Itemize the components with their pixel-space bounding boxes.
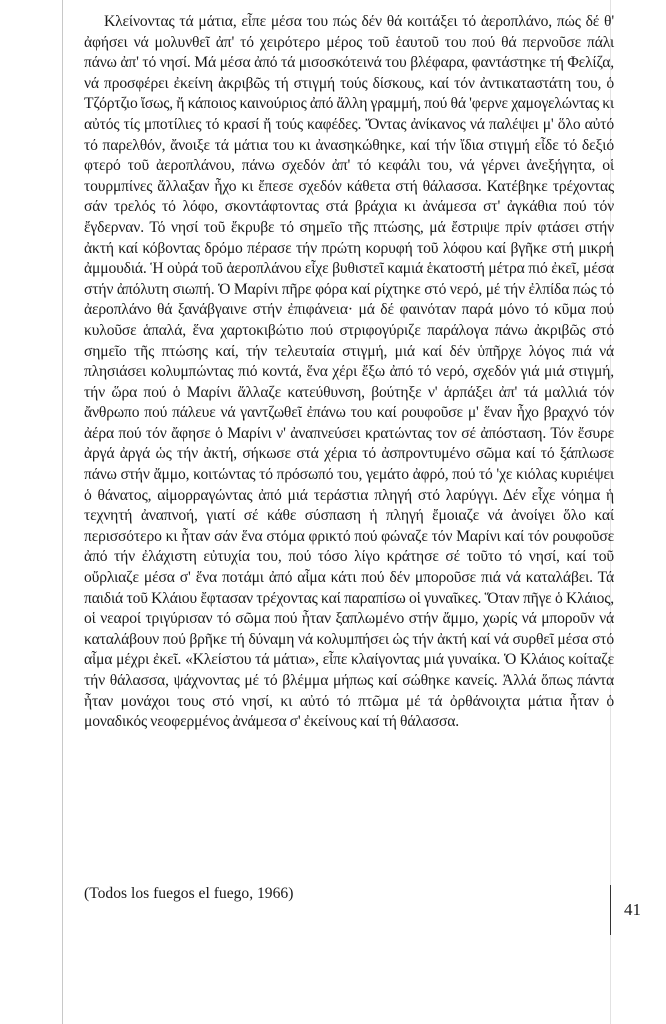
page-left-edge	[62, 0, 63, 1024]
page-number: 41	[624, 900, 641, 919]
source-citation: (Todos los fuegos el fuego, 1966)	[84, 885, 294, 902]
body-paragraph: Κλείνοντας τά μάτια, εἶπε μέσα του πώς δέν θά κοιτάξει τό ἀεροπλάνο, πώς δέ θ' ἀφήσει νά μολυνθεῖ ἀπ' τό χειρότερο μέρος τοῦ ἑαυτοῦ του πού θά περνοῦσε πάλι πάνω ἀπ' τό νησί. Μά μέσα ἀπό τά μισοσκότεινά του βλέφαρα, φαντάστηκε τή Φελίζα, νά προσφέρει ἐκείνη ἀκριβῶς τή στιγμή τούς δίσκους, καί τόν ἀντικαταστάτη του, ὁ Τζόρτζιο ἴσως, ἤ κάποιος καινούριος ἀπό ἄλλη γραμμή, πού θά 'φερνε χαμογελώντας κι αὐτός τίς μποτίλιες τό κρασί ἤ τούς καφέδες. Ὄντας ἀνίκανος νά παλέψει μ' ὅλο αὐτό τό παρελθόν, ἄνοιξε τά μάτια του κι ἀνασηκώθηκε, καί τήν ἴδια στιγμή εἶδε τό δεξιό φτερό τοῦ ἀεροπλάνου, πάνω σχεδόν ἀπ' τό κεφάλι του, νά γέρνει ἀνεξήγητα, οἱ τουρμπίνες ἄλλαξαν ἦχο κι ἔπεσε σχεδόν κάθετα στή θάλασσα. Κατέβηκε τρέχοντας σάν τρελός τό λόφο, σκοντάφτοντας στά βράχια κι ἀνάμεσα στ' ἀγκάθια πού τόν ἔγδερναν. Τό νησί τοῦ ἔκρυβε τό σημεῖο τῆς πτώσης, μά ἔστριψε πρίν φτάσει στήν ἀκτή καί κόβοντας δρόμο πέρασε τήν πρώτη κορυφή τοῦ λόφου καί βγῆκε στή μικρή ἀμμουδιά. Ἡ οὐρά τοῦ ἀεροπλάνου εἶχε βυθιστεῖ καμιά ἑκατοστή μέτρα πιό ἐκεῖ, μέσα στήν ἀπόλυτη σιωπή. Ὁ Μαρίνι πῆρε φόρα καί ρίχτηκε στό νερό, μέ τήν ἐλπίδα πώς τό ἀεροπλάνο θά ξανάβγαινε στήν ἐπιφάνεια· μά δέ φαινόταν παρά μόνο τό κῦμα πού κυλοῦσε ἁπαλά, ἕνα χαρτοκιβώτιο πού στριφογύριζε παράλογα πάνω ἀκριβῶς στό σημεῖο τῆς πτώσης καί, τήν τελευταία στιγμή, μιά καί δέν ὑπῆρχε λόγος πιά νά πλησιάσει κολυμπώντας πιό κοντά, ἕνα χέρι ἔξω ἀπό τό νερό, σχεδόν γιά μιά στιγμή, τήν ὥρα πού ὁ Μαρίνι ἄλλαζε κατεύθυνση, βούτηξε ν' ἁρπάξει ἀπ' τά μαλλιά τόν ἄνθρωπο πού πάλευε νά γαντζωθεῖ ἐπάνω του καί ρουφοῦσε μ' ἕναν ἦχο βραχνό τόν ἀέρα πού τόν ἄφησε ὁ Μαρίνι ν' ἀναπνεύσει κρατώντας τον σέ ἀπόσταση. Τόν ἔσυρε ἀργά ἀργά ὡς τήν ἀκτή, σήκωσε στά χέρια τό ἀσπροντυμένο σῶμα καί τό ξάπλωσε πάνω στήν ἄμμο, κοιτώντας τό πρόσωπό του, γεμάτο ἀφρό, πού τό 'χε κιόλας κυριέψει ὁ θάνατος, αἱμορραγώντας ἀπό μιά τεράστια πληγή στό λαρύγγι. Δέν εἶχε νόημα ἡ τεχνητή ἀναπνοή, γιατί σέ κάθε σύσπαση ἡ πληγή ἔμοιαζε νά ἀνοίγει ὅλο καί περισσότερο κι ἦταν σάν ἕνα στόμα φρικτό πού φώναζε τόν Μαρίνι καί τόν ρουφοῦσε ἀπό τήν ἐλάχιστη εὐτυχία του, πού τόσο λίγο κράτησε σέ τοῦτο τό νησί, καί τοῦ οὔρλιαζε μέσα σ' ἕνα ποτάμι ἀπό αἷμα κάτι πού δέν μποροῦσε πιά νά καταλάβει. Τά παιδιά τοῦ Κλάιου ἔφτασαν τρέχοντας καί παραπίσω οἱ γυναῖκες. Ὅταν πῆγε ὁ Κλάιος, οἱ νεαροί τριγύρισαν τό σῶμα πού ἦταν ξαπλωμένο στήν ἄμμο, χωρίς νά μποροῦν νά καταλάβουν πού βρῆκε τή δύναμη νά κολυμπήσει ὡς τήν ἀκτή καί νά συρθεῖ μέσα στό αἷμα μέχρι ἐκεῖ. «Κλείστου τά μάτια», εἶπε κλαίγοντας μιά γυναίκα. Ὁ Κλάιος κοίταζε τήν θάλασσα, ψάχνοντας μέ τό βλέμμα μήπως καί σώθηκε κανείς. Ἀλλά ὅπως πάντα ἦταν μονάχοι τους στό νησί, κι αὐτό τό πτῶμα μέ τά ὀρθάνοιχτα μάτια ἦταν ὁ μοναδικός νεοφερμένος ἀνάμεσα σ' ἐκείνους καί τή θάλασσα.	[84, 13, 614, 731]
margin-rule	[610, 885, 611, 935]
body-text-block	[84, 12, 614, 733]
